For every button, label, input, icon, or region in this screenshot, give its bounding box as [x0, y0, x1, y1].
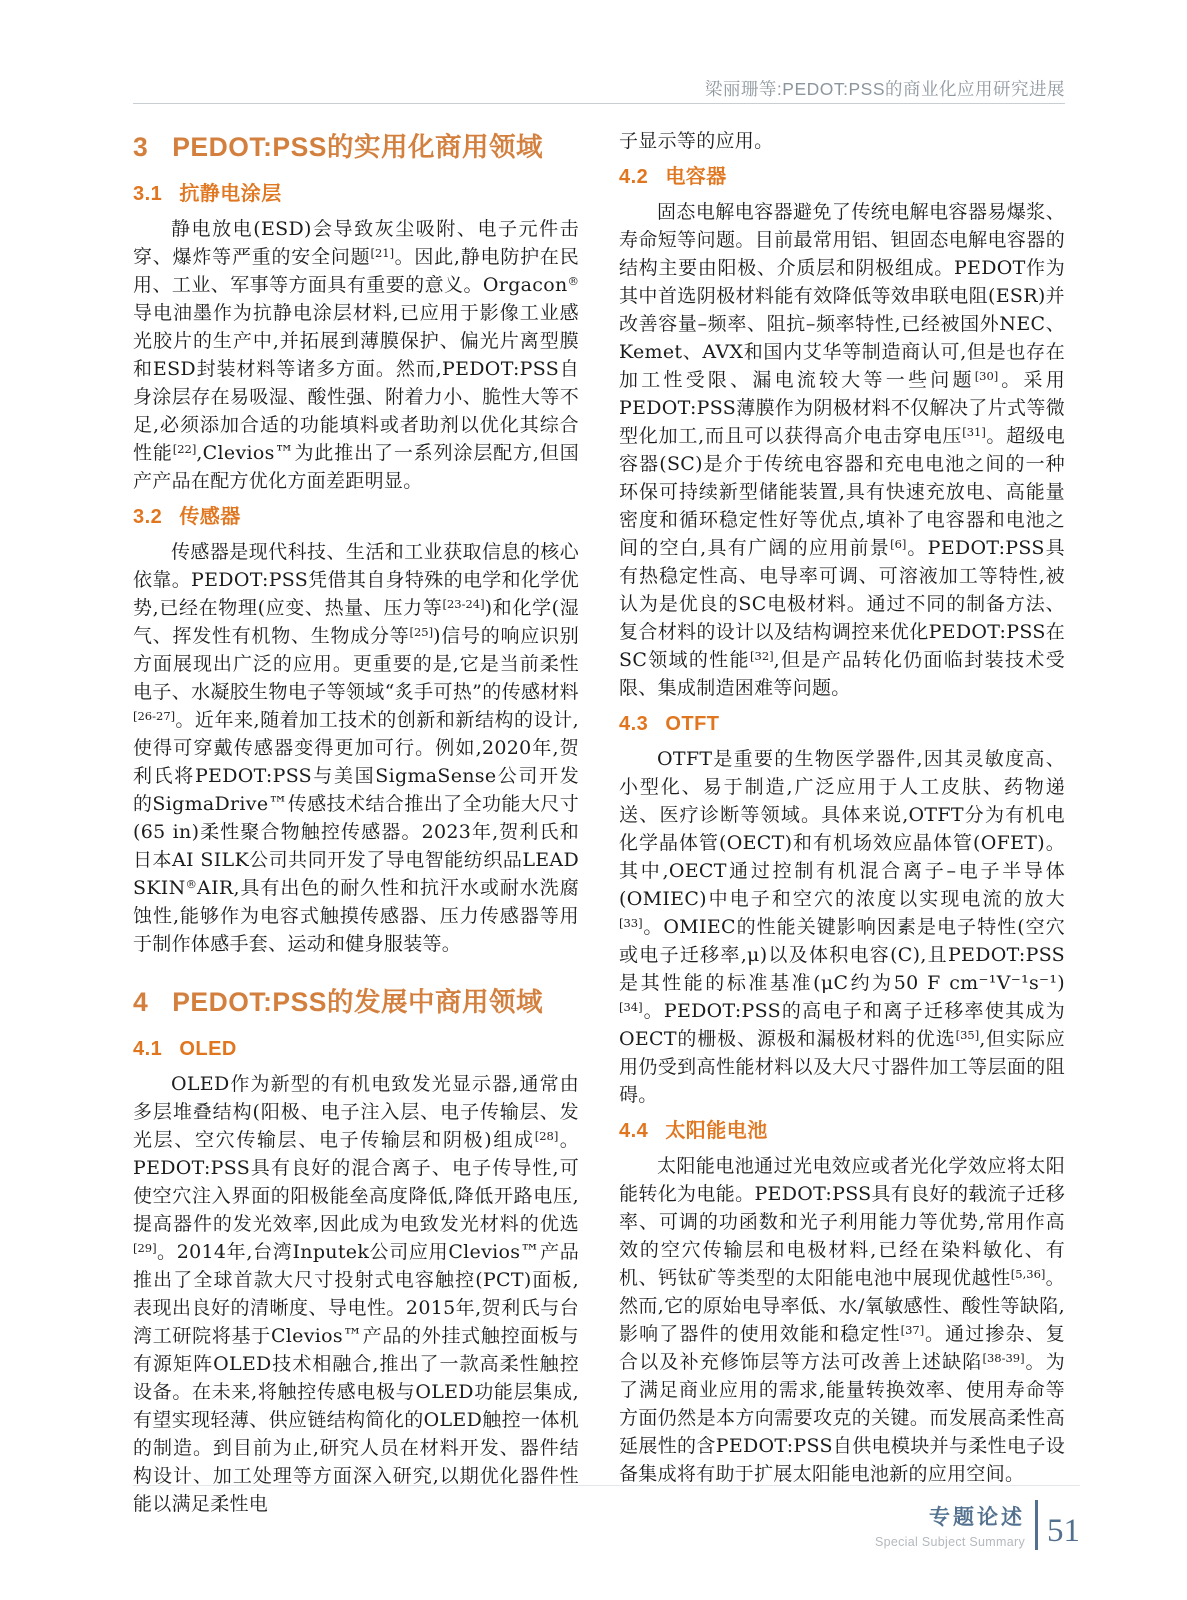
reference-superscript: [28] [534, 1129, 559, 1143]
running-head: 梁丽珊等:PEDOT:PSS的商业化应用研究进展 [704, 79, 1065, 99]
section-title: PEDOT:PSS的发展中商用领域 [172, 987, 543, 1017]
page-number: 51 [1047, 1513, 1080, 1549]
footer-section-label: 专题论述 [929, 1505, 1025, 1529]
footer-divider-bar [1035, 1500, 1038, 1550]
reference-superscript: [6] [890, 537, 907, 551]
paragraph: 子显示等的应用。 [619, 130, 774, 152]
section-title: OTFT [665, 713, 720, 735]
reference-superscript: [26-27] [133, 709, 176, 723]
reference-superscript: [30] [974, 369, 999, 383]
section-number: 4 [133, 987, 149, 1017]
reference-superscript: [29] [133, 1241, 157, 1255]
section-title: PEDOT:PSS的实用化商用领域 [172, 132, 543, 162]
section-number: 4.4 [619, 1120, 649, 1142]
reference-superscript: [5,36] [1010, 1267, 1046, 1281]
header-rule [133, 103, 1065, 104]
section-title: 电容器 [665, 166, 727, 188]
right-column [619, 127, 1065, 1518]
reference-superscript: [34] [619, 1000, 643, 1014]
subsection-heading [133, 1034, 579, 1064]
footer-section-label-en: Special Subject Summary [874, 1534, 1025, 1549]
section-number: 3.1 [133, 183, 163, 205]
paragraph: 太阳能电池通过光电效应或者光化学效应将太阳能转化为电能。PEDOT:PSS具有良好的载流子迁移率、可调的功函数和光子利用能力等优势,常用作高效的空穴传输层和电极材料,已经在染料敏化、有机、钙钛矿等类型的太阳能电池中展现优越性[5,36]。然而,它的原始电导率低、水/氧敏感性、酸性等缺陷,影响了器件的使用效能和稳定性[37]。通过掺杂、复合以及补充修饰层等方法可改善上述缺陷[38-39]。为了满足商业应用的需求,能量转换效率、使用寿命等方面仍然是本方向需要攻克的关键。而发展高柔性高延展性的含PEDOT:PSS自供电模块并与柔性电子设备集成将有助于扩展太阳能电池新的应用空间。 [619, 1155, 1065, 1485]
footer-labels [875, 1501, 1025, 1549]
reference-superscript: [37] [900, 1323, 925, 1337]
subsection-heading [133, 179, 579, 209]
reference-superscript: [22] [172, 442, 197, 456]
footer [875, 1499, 1080, 1550]
subsection-heading [133, 502, 579, 532]
reference-superscript: [35] [955, 1028, 980, 1042]
subsection-heading [619, 1116, 1065, 1146]
section-number: 4.3 [619, 713, 649, 735]
subsection-heading [619, 162, 1065, 192]
section-number: 3.2 [133, 506, 163, 528]
section-number: 3 [133, 132, 149, 162]
section-heading [133, 130, 579, 164]
reference-superscript: [25] [409, 625, 434, 639]
page-content [133, 127, 1065, 1518]
reference-superscript: [38-39] [982, 1351, 1025, 1365]
section-number: 4.1 [133, 1038, 163, 1060]
section-heading [133, 985, 579, 1019]
paragraph: OLED作为新型的有机电致发光显示器,通常由多层堆叠结构(阳极、电子注入层、电子传输层、发光层、空穴传输层、电子传输层和阴极)组成[28]。PEDOT:PSS具有良好的混合离子、电子传导性,可使空穴注入界面的阳极能垒高度降低,降低开路电压,提高器件的发光效率,因此成为电致发光材料的优选[29]。2014年,台湾Inputek公司应用Clevios™产品推出了全球首款大尺寸投射式电容触控(PCT)面板,表现出良好的清晰度、导电性。2015年,贺利氏与台湾工研院将基于Clevios™产品的外挂式触控面板与有源矩阵OLED技术相融合,推出了一款高柔性触控设备。在未来,将触控传感电极与OLED功能层集成,有望实现轻薄、供应链结构简化的OLED触控一体机的制造。到目前为止,研究人员在材料开发、器件结构设计、加工处理等方面深入研究,以期优化器件性能以满足柔性电 [133, 1073, 579, 1515]
reference-superscript: ® [185, 877, 198, 891]
paragraph: OTFT是重要的生物医学器件,因其灵敏度高、小型化、易于制造,广泛应用于人工皮肤、药物递送、医疗诊断等领域。具体来说,OTFT分为有机电化学晶体管(OECT)和有机场效应晶体管(OFET)。其中,OECT通过控制有机混合离子–电子半导体(OMIEC)中电子和空穴的浓度以实现电流的放大[33]。OMIEC的性能关键影响因素是电子特性(空穴或电子迁移率,μ)以及体积电容(C),且PEDOT:PSS是其性能的标准基准(μC约为50 F cm⁻¹V⁻¹s⁻¹)[34]。PEDOT:PSS的高电子和离子迁移率使其成为OECT的栅极、源极和漏极材料的优选[35],但实际应用仍受到高性能材料以及大尺寸器件加工等层面的阻碍。 [619, 748, 1065, 1106]
paragraph: 固态电解电容器避免了传统电解电容器易爆浆、寿命短等问题。目前最常用铝、钽固态电解电容器的结构主要由阳极、介质层和阴极组成。PEDOT作为其中首选阴极材料能有效降低等效串联电阻(ESR)并改善容量–频率、阻抗–频率特性,已经被国外NEC、Kemet、AVX和国内艾华等制造商认可,但是也存在加工性受限、漏电流较大等一些问题[30]。采用PEDOT:PSS薄膜作为阴极材料不仅解决了片式等微型化加工,而且可以获得高介电击穿电压[31]。超级电容器(SC)是介于传统电容器和充电电池之间的一种环保可持续新型储能装置,具有快速充放电、高能量密度和循环稳定性好等优点,填补了电容器和电池之间的空白,具有广阔的应用前景[6]。PEDOT:PSS具有热稳定性高、电导率可调、可溶液加工等特性,被认为是优良的SC电极材料。通过不同的制备方法、复合材料的设计以及结构调控来优化PEDOT:PSS在SC领域的性能[32],但是产品转化仍面临封装技术受限、集成制造困难等问题。 [619, 201, 1065, 699]
reference-superscript: [31] [962, 425, 986, 439]
section-number: 4.2 [619, 166, 649, 188]
section-title: 太阳能电池 [665, 1120, 768, 1142]
section-title: OLED [179, 1038, 237, 1060]
section-title: 抗静电涂层 [179, 183, 282, 205]
paragraph: 静电放电(ESD)会导致灰尘吸附、电子元件击穿、爆炸等严重的安全问题[21]。因此,静电防护在民用、工业、军事等方面具有重要的意义。Orgacon®导电油墨作为抗静电涂层材料,已应用于影像工业感光胶片的生产中,并拓展到薄膜保护、偏光片离型膜和ESD封装材料等诸多方面。然而,PEDOT:PSS自身涂层存在易吸湿、酸性强、附着力小、脆性大等不足,必须添加合适的功能填料或者助剂以优化其综合性能[22],Clevios™为此推出了一系列涂层配方,但国产产品在配方优化方面差距明显。 [133, 218, 579, 492]
reference-superscript: [33] [619, 916, 643, 930]
reference-superscript: ® [567, 274, 579, 288]
reference-superscript: [23-24] [442, 597, 485, 611]
section-title: 传感器 [179, 506, 241, 528]
reference-superscript: [32] [750, 649, 774, 663]
paragraph: 传感器是现代科技、生活和工业获取信息的核心依靠。PEDOT:PSS凭借其自身特殊的电学和化学优势,已经在物理(应变、热量、压力等[23-24])和化学(湿气、挥发性有机物、生物成分等[25])信号的响应识别方面展现出广泛的应用。更重要的是,它是当前柔性电子、水凝胶生物电子等领域“炙手可热”的传感材料[26-27]。近年来,随着加工技术的创新和新结构的设计,使得可穿戴传感器变得更加可行。例如,2020年,贺利氏将PEDOT:PSS与美国SigmaSense公司开发的SigmaDrive™传感技术结合推出了全功能大尺寸(65 in)柔性聚合物触控传感器。2023年,贺利氏和日本AI SILK公司共同开发了导电智能纺织品LEAD SKIN®AIR,具有出色的耐久性和抗汗水或耐水洗腐蚀性,能够作为电容式触摸传感器、压力传感器等用于制作体感手套、运动和健身服装等。 [133, 541, 579, 955]
left-column [133, 127, 579, 1518]
subsection-heading [619, 709, 1065, 739]
footer-rule [133, 1485, 1080, 1486]
reference-superscript: [21] [370, 246, 395, 260]
